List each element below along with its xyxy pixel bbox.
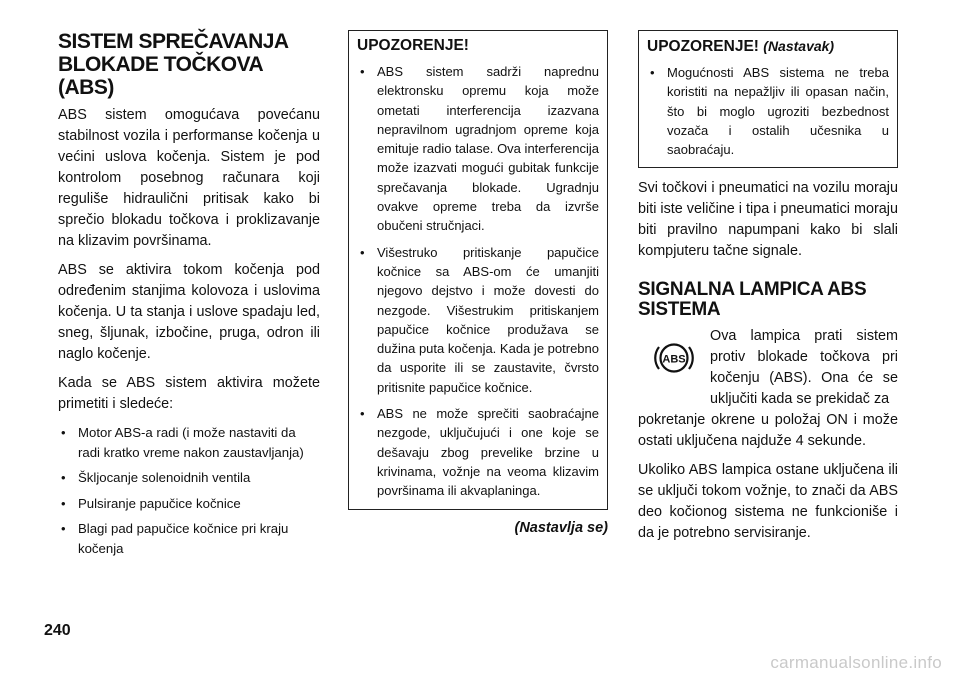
- abs-lamp-text-continued: pokretanje okrene u položaj ON i može ostati uključena najduže 4 sekunde.: [638, 412, 898, 450]
- continued-label: (Nastavlja se): [514, 519, 608, 536]
- page-number: 240: [44, 622, 71, 639]
- list-item: • Višestruko pritiskanje papučice kočnice sa ABS-om će umanjiti njegovo dejstvo i može dovesti do nezgode. Višestrukim pritiskanjem papučice kočnice produžava se dužina puta kočenja. Kada je potrebno da usporite ili se zaustavite, čvrsto pritisnite papučice kočnice.: [357, 243, 599, 397]
- abs-activation-paragraph: ABS se aktivira tokom kočenja pod određenim stanjima kolovoza i uslovima kočenja. U ta stanja i uslove spadaju led, sneg, šljunak, izbočine, pruga, odron ili naglo kočenje.: [58, 262, 320, 362]
- list-item: • ABS ne može sprečiti saobraćajne nezgode, uključujući i one koje se dešavaju zbog prevelike brzine u krivinama, vožnje na veoma klizavim površinama ili akvaplaninga.: [357, 404, 599, 500]
- warning-box: [348, 30, 608, 510]
- abs-effects-list: [58, 423, 320, 559]
- abs-lamp-text: Ova lampica prati sistem protiv blokade točkova pri kočenju (ABS). Ona će se uključiti kada se prekidač za: [710, 328, 898, 408]
- warning-title: UPOZORENJE! (Nastavak): [647, 38, 835, 55]
- abs-intro-paragraph: ABS sistem omogućava povećanu stabilnost vozila i performanse kočenja u većini uslova kočenja. Sistem je pod kontrolom posebnog računara koji reguliše hidraulični pritisak kako bi sprečio blokadu točkova i proklizavanje na klizavim površinama.: [58, 107, 320, 249]
- abs-warning-lamp-icon: [638, 326, 710, 390]
- warning-box-continued: [638, 30, 898, 168]
- section-title-abs: SISTEM SPREČAVANJA BLOKADE TOČKOVA (ABS): [58, 30, 289, 99]
- right-column: [638, 30, 898, 552]
- list-item: • Škljocanje solenoidnih ventila: [58, 468, 320, 488]
- middle-column: [348, 30, 608, 536]
- list-item: • Mogućnosti ABS sistema ne treba koristiti na nepažljiv ili opasan način, što bi moglo ugroziti bezbednost vozača i ostalih učesnika u saobraćaju.: [647, 63, 889, 159]
- warning-list: [647, 63, 889, 159]
- tires-paragraph: Svi točkovi i pneumatici na vozilu moraju biti iste veličine i tipa i pneumatici moraju biti pravilno napumpani kako bi slali kompjuteru tačne signale.: [638, 180, 898, 260]
- abs-notice-paragraph: Kada se ABS sistem aktivira možete primetiti i sledeće:: [58, 375, 320, 412]
- list-item: • Blagi pad papučice kočnice pri kraju kočenja: [58, 519, 320, 558]
- list-item: • ABS sistem sadrži naprednu elektronsku opremu koja može ometati interferencija izazvana nepravilnom ugradnjom opreme koja emituje radio talase. Ova interferencija može izazvati mogući gubitak funkcije sprečavanja blokade. Ugradnju ovakve opreme treba da izvrše obučeni stručnjaci.: [357, 62, 599, 236]
- warning-title: UPOZORENJE!: [357, 37, 469, 54]
- abs-icon-label: ABS: [662, 353, 686, 366]
- list-item: • Motor ABS-a radi (i može nastaviti da radi kratko vreme nakon zaustavljanja): [58, 423, 320, 462]
- abs-lamp-row: [638, 326, 898, 410]
- abs-lamp-fault-paragraph: Ukoliko ABS lampica ostane uključena ili se uključi tokom vožnje, to znači da ABS deo kočionog sistema ne funkcioniše i da je potrebno servisiranje.: [638, 462, 898, 542]
- warning-list: [357, 62, 599, 501]
- watermark: carmanualsonline.info: [770, 653, 942, 672]
- section-title-abs-lamp: SIGNALNA LAMPICA ABS SISTEMA: [638, 279, 867, 321]
- left-column: [58, 30, 320, 565]
- list-item: • Pulsiranje papučice kočnice: [58, 494, 320, 514]
